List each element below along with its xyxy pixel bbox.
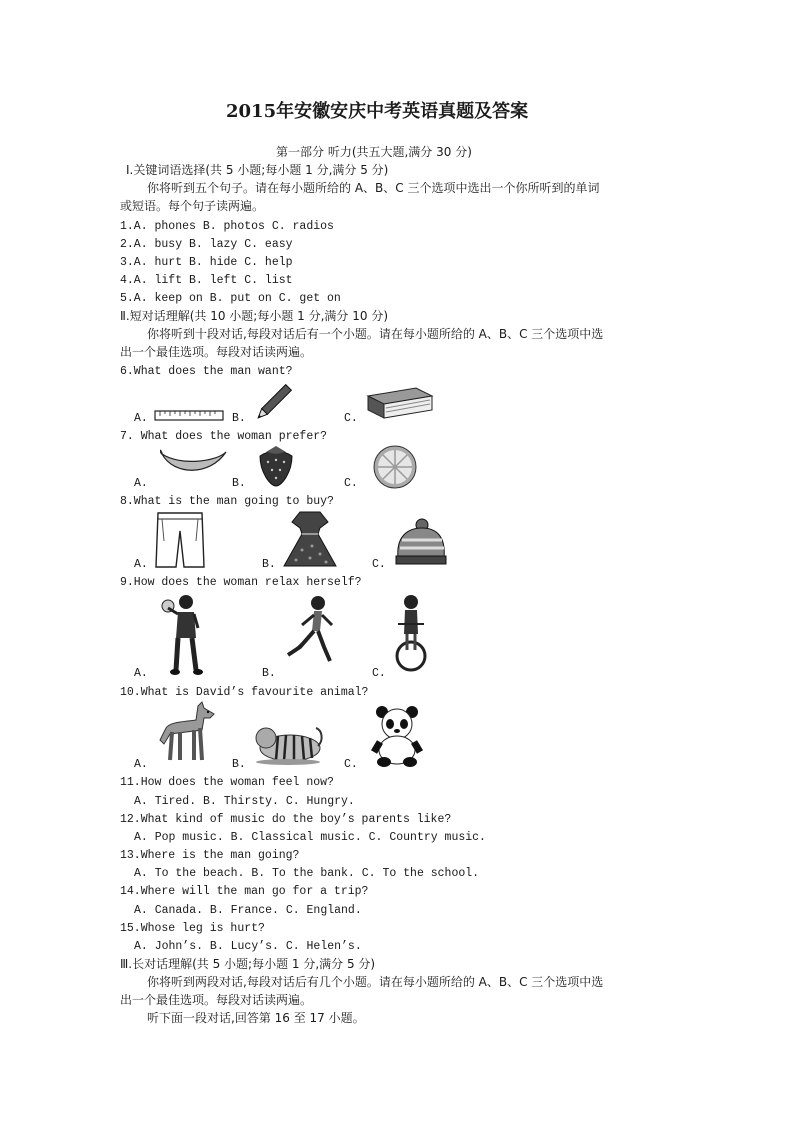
orange-icon: [371, 444, 419, 490]
section-2-instruction-cont: 出一个最佳选项。每段对话读两遍。: [120, 345, 313, 359]
option-a-label: A.: [134, 758, 148, 771]
question-9: 9.How does the woman relax herself?: [120, 576, 362, 589]
section-3-instruction: 你将听到两段对话,每段对话后有几个小题。请在每小题所给的 A、B、C 三个选项中选: [147, 975, 604, 989]
option-b-label: B.: [262, 558, 276, 571]
hat-icon: [392, 518, 448, 566]
question-10: 10.What is David’s favourite animal?: [120, 686, 369, 699]
part-heading: 第一部分 听力(共五大题,满分 30 分): [276, 145, 472, 159]
question-7: 7. What does the woman prefer?: [120, 430, 328, 443]
option-b-label: B.: [232, 412, 246, 425]
option-a-label: A.: [134, 667, 148, 680]
option-c-label: C.: [344, 758, 358, 771]
shorts-icon: [154, 511, 206, 569]
question-5: 5.A. keep on B. put on C. get on: [120, 292, 341, 305]
banana-icon: [160, 448, 228, 478]
option-c-label: C.: [372, 667, 386, 680]
running-girl-icon: [282, 595, 344, 665]
question-12-options: A. Pop music. B. Classical music. C. Country music.: [134, 831, 486, 844]
question-8: 8.What is the man going to buy?: [120, 495, 334, 508]
pencil-icon: [252, 381, 294, 425]
option-c-label: C.: [344, 477, 358, 490]
question-13: 13.Where is the man going?: [120, 849, 300, 862]
question-15: 15.Whose leg is hurt?: [120, 922, 265, 935]
section-3-instruction-cont: 出一个最佳选项。每段对话读两遍。: [120, 993, 313, 1007]
section-3-heading: Ⅲ.长对话理解(共 5 小题;每小题 1 分,满分 5 分): [120, 957, 376, 971]
strawberry-icon: [256, 444, 296, 488]
question-11-options: A. Tired. B. Thirsty. C. Hungry.: [134, 795, 355, 808]
dress-icon: [282, 510, 338, 568]
section-1-instruction: 你将听到五个句子。请在每小题所给的 A、B、C 三个选项中选出一个你所听到的单词: [147, 181, 600, 195]
question-14: 14.Where will the man go for a trip?: [120, 885, 369, 898]
option-a-label: A.: [134, 412, 148, 425]
question-4: 4.A. lift B. left C. list: [120, 274, 293, 287]
question-13-options: A. To the beach. B. To the bank. C. To the school.: [134, 867, 480, 880]
cycling-girl-icon: [394, 594, 428, 678]
section-2-instruction: 你将听到十段对话,每段对话后有一个小题。请在每小题所给的 A、B、C 三个选项中选: [147, 327, 604, 341]
option-b-label: B.: [262, 667, 276, 680]
option-a-label: A.: [134, 558, 148, 571]
volleyball-girl-icon: [160, 592, 210, 678]
section-1-instruction-cont: 或短语。每个句子读两遍。: [120, 199, 265, 213]
page-title: 2015年安徽安庆中考英语真题及答案: [226, 101, 529, 122]
section-3-dialogue-note: 听下面一段对话,回答第 16 至 17 小题。: [147, 1011, 365, 1025]
question-3: 3.A. hurt B. hide C. help: [120, 256, 293, 269]
book-icon: [366, 382, 434, 422]
question-15-options: A. John’s. B. Lucy’s. C. Helen’s.: [134, 940, 362, 953]
question-2: 2.A. busy B. lazy C. easy: [120, 238, 293, 251]
question-14-options: A. Canada. B. France. C. England.: [134, 904, 362, 917]
tiger-icon: [252, 720, 324, 766]
ruler-icon: [154, 410, 224, 422]
option-a-label: A.: [134, 477, 148, 490]
wolf-icon: [158, 700, 220, 764]
question-11: 11.How does the woman feel now?: [120, 776, 334, 789]
question-6: 6.What does the man want?: [120, 365, 293, 378]
section-2-heading: Ⅱ.短对话理解(共 10 小题;每小题 1 分,满分 10 分): [120, 309, 389, 323]
panda-icon: [370, 704, 424, 768]
option-c-label: C.: [372, 558, 386, 571]
question-12: 12.What kind of music do the boy’s parents like?: [120, 813, 452, 826]
question-1: 1.A. phones B. photos C. radios: [120, 220, 334, 233]
option-c-label: C.: [344, 412, 358, 425]
section-1-heading: Ⅰ.关键词语选择(共 5 小题;每小题 1 分,满分 5 分): [126, 163, 389, 177]
option-b-label: B.: [232, 477, 246, 490]
option-b-label: B.: [232, 758, 246, 771]
